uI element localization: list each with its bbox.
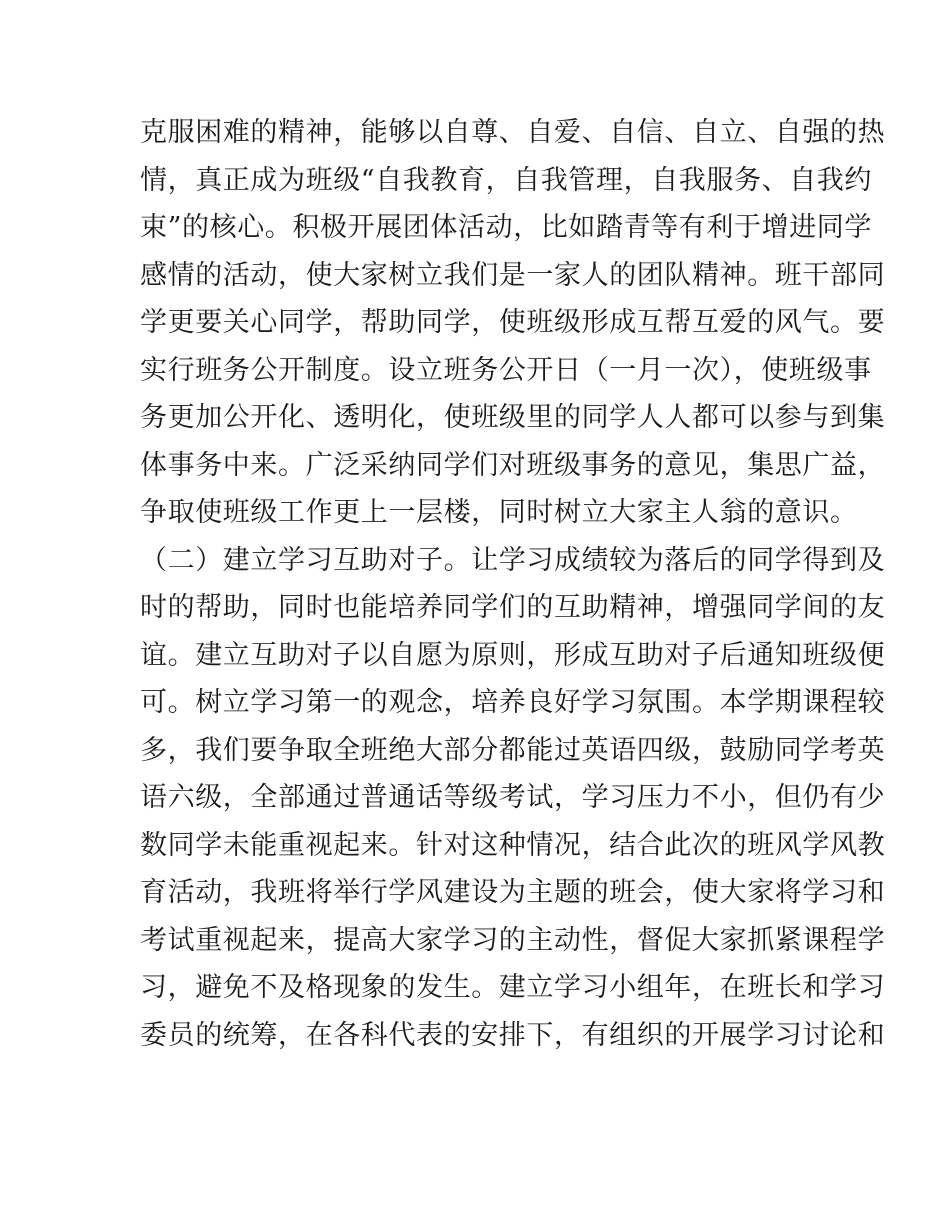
text-line: 语六级，全部通过普通话等级考试，学习压力不小，但仍有少 — [140, 782, 886, 813]
text-line: 务更加公开化、透明化，使班级里的同学人人都可以参与到集 — [140, 402, 886, 433]
text-line: 谊。建立互助对子以自愿为原则，形成互助对子后通知班级便 — [140, 639, 886, 671]
body-text — [140, 109, 886, 1059]
text-line: 体事务中来。广泛采纳同学们对班级事务的意见，集思广益， — [140, 449, 886, 481]
text-line: 习，避免不及格现象的发生。建立学习小组年，在班长和学习 — [140, 972, 886, 1003]
text-line: 可。树立学习第一的观念，培养良好学习氛围。本学期课程较 — [140, 687, 886, 718]
text-line: 时的帮助，同时也能培养同学们的互助精神，增强同学间的友 — [140, 592, 886, 623]
text-line: 学更要关心同学，帮助同学，使班级形成互帮互爱的风气。要 — [140, 307, 886, 338]
text-line: 多，我们要争取全班绝大部分都能过英语四级，鼓励同学考英 — [140, 734, 886, 766]
text-line: 情，真正成为班级“自我教育，自我管理，自我服务、自我约 — [140, 164, 873, 196]
text-line: 育活动，我班将举行学风建设为主题的班会，使大家将学习和 — [140, 877, 886, 908]
text-line: 束”的核心。积极开展团体活动，比如踏青等有利于增进同学 — [140, 212, 873, 243]
text-line: 数同学未能重视起来。针对这种情况，结合此次的班风学风教 — [140, 829, 886, 861]
text-line: 考试重视起来，提高大家学习的主动性，督促大家抓紧课程学 — [140, 924, 886, 956]
text-line: 争取使班级工作更上一层楼，同时树立大家主人翁的意识。 — [140, 497, 858, 528]
text-line: 实行班务公开制度。设立班务公开日（一月一次），使班级事 — [140, 354, 872, 386]
text-line: 感情的活动，使大家树立我们是一家人的团队精神。班干部同 — [140, 259, 886, 291]
text-line: 委员的统筹，在各科代表的安排下，有组织的开展学习讨论和 — [140, 1019, 886, 1051]
text-line: （二）建立学习互助对子。让学习成绩较为落后的同学得到及 — [140, 544, 886, 576]
text-line: 克服困难的精神，能够以自尊、自爱、自信、自立、自强的热 — [140, 117, 886, 148]
